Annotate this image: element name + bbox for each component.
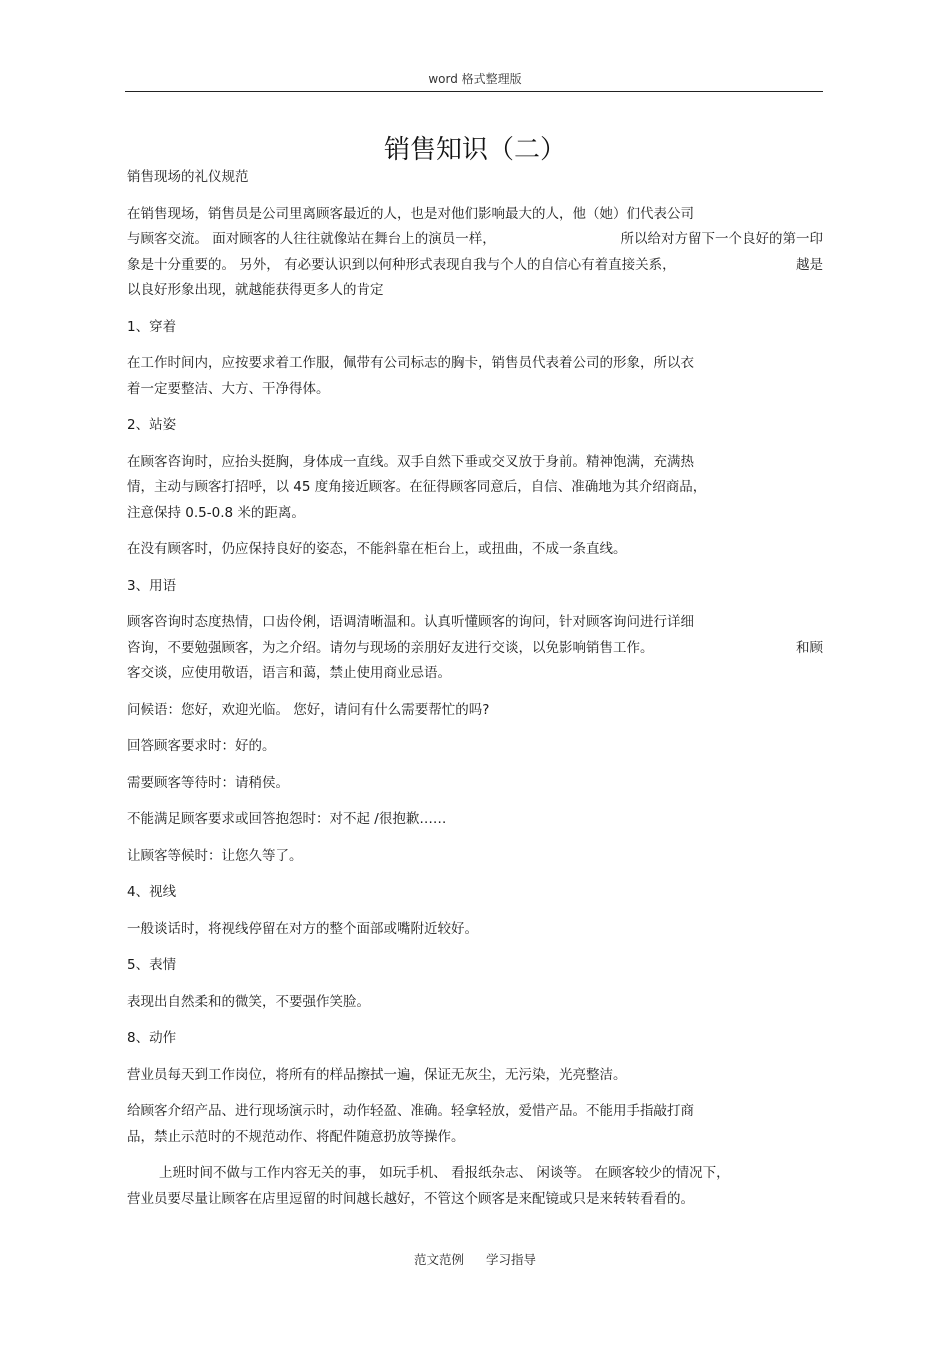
text-segment: 咨询，不要勉强顾客，为之介绍。请勿与现场的亲朋好友进行交谈，以免影响销售工作。	[127, 639, 654, 656]
text-segment: 让顾客等候时：让您久等了。	[127, 847, 303, 864]
text-segment: 品，禁止示范时的不规范动作、将配件随意扔放等操作。	[127, 1128, 465, 1145]
text-line	[127, 253, 823, 279]
section-paragraph	[127, 351, 823, 402]
header-divider	[125, 91, 823, 92]
text-line	[127, 610, 823, 636]
text-segment: 在顾客咨询时，应抬头挺胸，身体成一直线。双手自然下垂或交叉放于身前。精神饱满，充满热	[127, 453, 694, 470]
closing-paragraph	[127, 1161, 823, 1212]
intro-paragraph	[127, 202, 823, 304]
text-line	[127, 475, 823, 501]
text-line	[127, 278, 823, 304]
text-segment: 在没有顾客时，仍应保持良好的姿态，不能斜靠在柜台上，或扭曲，不成一条直线。	[127, 541, 627, 557]
text-segment: 一般谈话时，将视线停留在对方的整个面部或嘴附近较好。	[127, 920, 478, 937]
text-segment: 与顾客交流。 面对顾客的人往往就像站在舞台上的演员一样，	[127, 231, 496, 247]
page-header: word 格式整理版	[428, 72, 522, 86]
text-segment: 给顾客介绍产品、进行现场演示时，动作轻盈、准确。轻拿轻放，爱惜产品。不能用手指敲打商	[127, 1103, 694, 1119]
text-line	[127, 844, 823, 870]
section-paragraph	[127, 844, 823, 870]
text-line: 上班时间不做与工作内容无关的事， 如玩手机、 看报纸杂志、 闲谈等。 在顾客较少的情况下，	[159, 1165, 730, 1181]
text-segment: 顾客咨询时态度热情，口齿伶俐，语调清晰温和。认真听懂顾客的询问，针对顾客询问进行详细	[127, 614, 694, 630]
document-title: 销售知识（二）	[383, 135, 566, 166]
footer-left-label: 范文范例	[413, 1252, 464, 1267]
section-paragraph	[127, 610, 823, 687]
section-heading: 4、视线	[127, 884, 177, 900]
text-line	[127, 1125, 823, 1151]
text-line	[127, 202, 823, 228]
text-segment: 回答顾客要求时：好的。	[127, 738, 276, 754]
text-segment: 不能满足顾客要求或回答抱怨时：对不起 /很抱歉……	[127, 811, 447, 827]
section-heading: 8、动作	[127, 1030, 177, 1046]
text-segment: 和顾	[796, 639, 823, 656]
sections-container	[127, 315, 823, 1151]
section-paragraph	[127, 698, 823, 724]
text-segment: 象是十分重要的。 另外， 有必要认识到以何种形式表现自我与个人的自信心有着直接关系，	[127, 256, 676, 273]
text-line	[127, 1099, 823, 1125]
text-segment: 注意保持 0.5-0.8 米的距离。	[127, 504, 305, 521]
text-line	[127, 698, 823, 724]
text-line	[127, 636, 823, 662]
text-segment: 越是	[796, 256, 823, 273]
text-segment: 客交谈，应使用敬语，语言和蔼，禁止使用商业忌语。	[127, 665, 451, 681]
section-subtitle: 销售现场的礼仪规范	[127, 169, 249, 185]
section-heading: 1、穿着	[127, 318, 177, 335]
text-line	[127, 501, 823, 527]
text-segment: 营业员每天到工作岗位，将所有的样品擦拭一遍，保证无灰尘，无污染，光亮整洁。	[127, 1066, 627, 1083]
text-line	[127, 1063, 823, 1089]
text-segment: 表现出自然柔和的微笑，不要强作笑脸。	[127, 993, 370, 1010]
text-segment: 在销售现场，销售员是公司里离顾客最近的人，也是对他们影响最大的人，他（她）们代表公司	[127, 205, 694, 222]
section-paragraph	[127, 1099, 823, 1150]
text-segment: 着一定要整洁、大方、干净得体。	[127, 380, 330, 397]
page-footer	[0, 1250, 950, 1268]
text-segment: 所以给对方留下一个良好的第一印	[620, 231, 823, 247]
text-line	[127, 990, 823, 1016]
text-line	[127, 734, 823, 760]
text-line	[127, 377, 823, 403]
text-line	[127, 351, 823, 377]
section-heading: 5、表情	[127, 957, 177, 973]
section-paragraph	[127, 537, 823, 563]
text-line	[127, 537, 823, 563]
section-paragraph	[127, 771, 823, 797]
text-line	[127, 771, 823, 797]
text-line: 营业员要尽量让顾客在店里逗留的时间越长越好，不管这个顾客是来配镜或只是来转转看看的。	[127, 1190, 694, 1207]
footer-right-label: 学习指导	[486, 1252, 537, 1267]
text-segment: 问候语：您好，欢迎光临。 您好，请问有什么需要帮忙的吗?	[127, 701, 490, 718]
text-line	[127, 661, 823, 687]
text-line	[127, 227, 823, 253]
section-heading: 2、站姿	[127, 417, 177, 433]
section-paragraph	[127, 917, 823, 943]
section-paragraph	[127, 990, 823, 1016]
section-paragraph	[127, 734, 823, 760]
text-line	[127, 450, 823, 476]
text-line	[127, 917, 823, 943]
text-segment: 情，主动与顾客打招呼，以 45 度角接近顾客。在征得顾客同意后，自信、准确地为其介绍商品，	[127, 479, 707, 495]
text-segment: 以良好形象出现，就越能获得更多人的肯定	[127, 282, 384, 298]
section-paragraph	[127, 450, 823, 527]
section-heading: 3、用语	[127, 577, 177, 594]
text-segment: 在工作时间内，应按要求着工作服，佩带有公司标志的胸卡，销售员代表着公司的形象，所以衣	[127, 355, 694, 371]
text-segment: 需要顾客等待时：请稍侯。	[127, 774, 289, 791]
document-body	[127, 165, 823, 1223]
section-paragraph	[127, 1063, 823, 1089]
text-line	[127, 807, 823, 833]
section-paragraph	[127, 807, 823, 833]
